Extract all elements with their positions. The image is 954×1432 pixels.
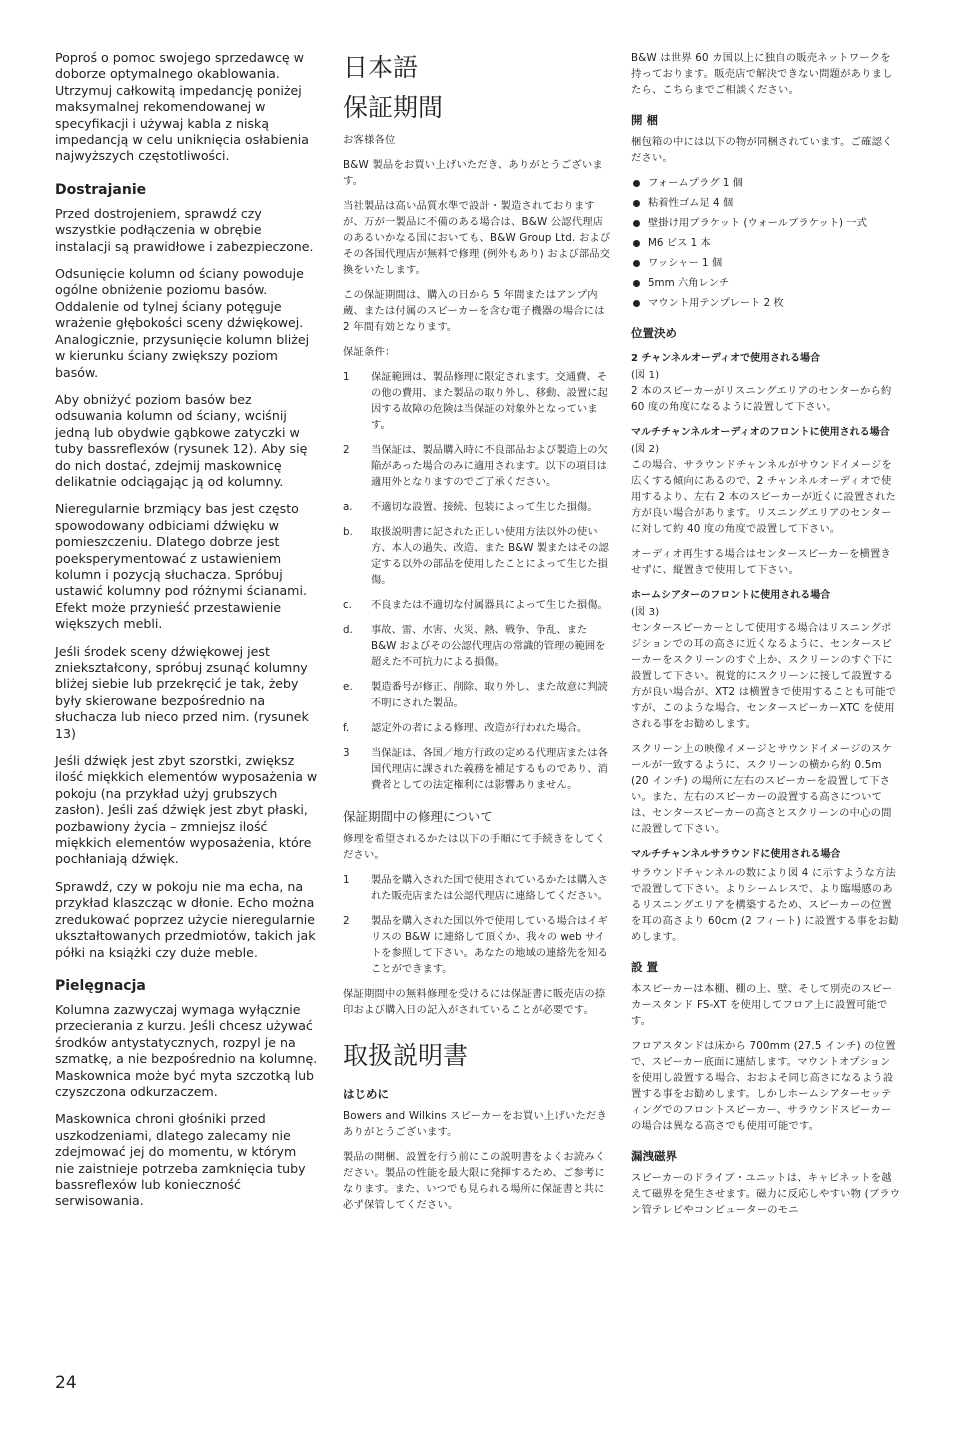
list-number: b. <box>343 526 353 538</box>
bullet-text: 5mm 六角レンチ <box>648 277 730 289</box>
figure-reference: (図 1) <box>631 370 660 381</box>
list-number: 2 <box>343 444 350 456</box>
figure-reference: (図 2) <box>631 444 660 455</box>
bullet-icon <box>633 240 640 247</box>
bullet-icon <box>633 180 640 187</box>
subheading-home-theater-front: ホームシアターのフロントに使用される場合 <box>631 590 831 601</box>
list-number: 3 <box>343 747 350 759</box>
list-text: 製造番号が修正、削除、取り外し、また故意に判読不明にされた製品。 <box>371 681 608 709</box>
paragraph: この場合、サラウンドチャンネルがサウンドイメージを広くする傾向にあるので、2 チャンネルオーディオで使用するより、左右 2 本のスピーカーが近くに設置された方が良い場合があります。リスニングエリアのセンターに対して約 40 度の角度で設置して下さい。 <box>631 459 897 535</box>
paragraph: Przed dostrojeniem, sprawdź czy wszystkie podłączenia w obrębie instalacji są prawidłowe i zabezpieczone. <box>55 205 314 254</box>
figure-reference: (図 3) <box>631 607 660 618</box>
paragraph: スクリーン上の映像イメージとサウンドイメージのスケールが一致するように、スクリーンの横から約 0.5m (20 インチ) の場所に左右のスピーカーを設置して下さい。また、左右のスピーカーの設置する高さについては、センタースピーカーの高さとスクリーンの中心の間に設置して下さい。 <box>631 743 893 835</box>
list-number: d. <box>343 624 353 636</box>
list-text: 製品を購入された国で使用されているかたは購入された販売店または公認代理店に連絡してください。 <box>371 874 608 902</box>
list-text: 保証範囲は、製品修理に限定されます。交通費、その他の費用、また製品の取り外し、移動、設置に起因する故障の危険は当保証の対象外となっています。 <box>371 371 608 431</box>
list-item <box>343 745 611 793</box>
list-number: 1 <box>343 371 350 383</box>
paragraph: オーディオ再生する場合はセンタースピーカーを横置きせずに、縦置きで使用して下さい。 <box>631 548 892 576</box>
list-item <box>343 499 611 515</box>
paragraph: 2 本のスピーカーがリスニングエリアのセンターから約 60 度の角度になるように設置して下さい。 <box>631 385 892 413</box>
repair-steps-list <box>343 872 611 977</box>
page-number: 24 <box>55 1373 77 1393</box>
heading-installation: 設 置 <box>631 960 659 974</box>
paragraph: 保証期間中の無料修理を受けるには保証書に販売店の捺印および購入日の記入がされていることが必要です。 <box>343 988 606 1016</box>
bullet-item <box>631 215 901 231</box>
column-japanese-setup <box>631 50 901 1227</box>
list-number: c. <box>343 599 352 611</box>
bullet-item <box>631 255 901 271</box>
bullet-item <box>631 195 901 211</box>
list-text: 取扱説明書に記された正しい使用方法以外の使い方、本人の過失、改造、また B&W 製またはその認定する以外の部品を使用したことによって生じた損傷。 <box>371 526 609 586</box>
list-text: 事故、雷、水害、火災、熱、戦争、争乱、また B&W およびその公認代理店の常識的管理の範囲を超えた不可抗力による損傷。 <box>371 624 606 668</box>
bullet-text: M6 ビス 1 本 <box>648 237 711 249</box>
bullet-icon <box>633 280 640 287</box>
paragraph: Bowers and Wilkins スピーカーをお買い上げいただきありがとうございます。 <box>343 1110 607 1138</box>
bullet-text: マウント用テンプレート 2 枚 <box>648 297 784 309</box>
list-text: 製品を購入された国以外で使用している場合はイギリスの B&W に連絡して頂くか、我々の web サイトを参照して下さい。あなたの地域の連絡先を知ることができます。 <box>371 915 608 975</box>
paragraph: Maskownica chroni głośniki przed uszkodzeniami, dlatego zalecamy nie zdejmować jej do momentu, w którym nie zaistnieje potrzeba zamknięcia tuby bassreflexów lub konieczność serwisowania. <box>55 1111 306 1209</box>
column-polish <box>55 50 319 1221</box>
heading-language: 日本語 <box>343 53 419 82</box>
paragraph: 梱包箱の中には以下の物が同梱されています。ご確認ください。 <box>631 136 893 164</box>
heading-warranty: 保証期間 <box>343 93 444 122</box>
list-text: 不適切な設置、接続、包装によって生じた損傷。 <box>371 501 598 513</box>
heading-manual: 取扱説明書 <box>343 1041 469 1070</box>
paragraph: この保証期間は、購入の日から 5 年間またはアンプ内蔵、または付属のスピーカーを含む電子機器の場合には 2 年間有効となります。 <box>343 289 605 333</box>
list-text: 不良または不適切な付属器具によって生じた損傷。 <box>371 599 608 611</box>
paragraph: フロアスタンドは床から 700mm (27.5 インチ) の位置で、スピーカー底面に連結します。マウントオプションを使用し設置する場合、おおよそ同じ高さになるよう設置する事をお勧めします。しかしホームシアターセッティングでのフロントスピーカー、サラウンドスピーカーの場合は異なる高さでも使用可能です。 <box>631 1040 896 1132</box>
bullet-text: フォームプラグ 1 個 <box>648 177 743 189</box>
list-text: 当保証は、各国／地方行政の定める代理店または各国代理店に課された義務を補足するものであり、消費者としての法定権利には影響ありません。 <box>371 747 608 791</box>
list-item <box>343 872 611 904</box>
heading-unpacking: 開 梱 <box>631 113 659 127</box>
paragraph: 製品の開梱、設置を行う前にこの説明書をよくお読みください。製品の性能を最大限に発揮するため、ご参考になります。また、いつでも見られる場所に保証書と共に必ず保管してください。 <box>343 1151 606 1211</box>
paragraph-intro: Poproś o pomoc swojego sprzedawcę w doborze optymalnego okablowania. Utrzymuj całkowitą impedancję poniżej maksymalnej rekomendowanej w specyfikacji i używaj kabla z niską impedancją w celu uniknięcia osłabienia najwyższych częstotliwości. <box>55 50 309 164</box>
paragraph: お客様各位 <box>343 134 396 146</box>
warranty-conditions-list <box>343 369 611 793</box>
paragraph: Sprawdź, czy w pokoju nie ma echa, na przykład klaszcząc w dłonie. Echo można zredukować poprzez użycie nieregularnie ukształtowanych przedmiotów, takich jak półki na książki czy duże meble. <box>55 878 316 960</box>
list-number: f. <box>343 722 350 734</box>
list-text: 当保証は、製品購入時に不良部品および製造上の欠陥があった場合のみに適用されます。以下の項目は適用外となりますのでご了承ください。 <box>371 444 608 488</box>
bullet-item <box>631 275 901 291</box>
list-number: a. <box>343 501 353 513</box>
paragraph: B&W 製品をお買い上げいただき、ありがとうございます。 <box>343 159 603 187</box>
list-item <box>343 622 611 670</box>
heading-intro: はじめに <box>343 1087 389 1101</box>
bullet-item <box>631 295 901 311</box>
subheading-2ch: 2 チャンネルオーディオで使用される場合 <box>631 353 821 364</box>
bullet-icon <box>633 300 640 307</box>
bullet-text: ワッシャー 1 個 <box>648 257 723 269</box>
heading-positioning: 位置決め <box>631 326 677 340</box>
heading-magnetic-leakage: 漏洩磁界 <box>631 1149 677 1163</box>
subheading-multichannel-surround: マルチチャンネルサラウンドに使用される場合 <box>631 849 841 860</box>
bullet-text: 粘着性ゴム足 4 個 <box>648 197 734 209</box>
subheading-multichannel-front: マルチチャンネルオーディオのフロントに使用される場合 <box>631 427 890 438</box>
list-item <box>343 720 611 736</box>
paragraph: Aby obniżyć poziom basów bez odsuwania kolumn od ściany, wciśnij jedną lub obydwie gąbkowe zatyczki w tuby bassreflexów (rysunek 12). Aby się do nich dostać, zdejmij maskownicę delikatnie odciągając ją od kolumny. <box>55 391 308 489</box>
heading-dostrajanie: Dostrajanie <box>55 181 147 198</box>
paragraph: 本スピーカーは本棚、棚の上、壁、そして別売のスピーカースタンド FS-XT を使用してフロア上に設置可能です。 <box>631 983 893 1027</box>
list-number: e. <box>343 681 353 693</box>
list-item <box>343 442 611 490</box>
bullet-icon <box>633 200 640 207</box>
bullet-item <box>631 235 901 251</box>
paragraph: Nieregularnie brzmiący bas jest często spowodowany odbiciami dźwięku w pomieszczeniu. Dlatego dobrze jest poeksperymentować z ustawieniem kolumn i pozycją słuchacza. Spróbuj ustawić kolumny pod różnymi ścianami. Efekt może przynieść przestawienie większych mebli. <box>55 501 307 632</box>
column-japanese-warranty <box>343 50 611 1222</box>
paragraph: 当社製品は高い品質水準で設計・製造されておりますが、万が一製品に不備のある場合は、B&W 公認代理店のあるいかなる国においても、B&W Group Ltd. およびその各国代理店が無料で修理 (例外もあり) および部品交換をいたします。 <box>343 200 611 276</box>
paragraph: Kolumna zazwyczaj wymaga wyłącznie przecierania z kurzu. Jeśli chcesz używać środków antystatycznych, rozpyl je na szmatkę, a nie bezpośrednio na kolumnę. Maskownica może być myta szczotką lub czyszczona odkurzaczem. <box>55 1001 318 1099</box>
list-item <box>343 597 611 613</box>
list-item <box>343 524 611 588</box>
paragraph: Odsunięcie kolumn od ściany powoduje ogólne obniżenie poziomu basów. Oddalenie od tylnej ściany potęguje wrażenie głębokości sceny dźwiękowej. Analogicznie, przysunięcie kolumn bliżej w kierunku ściany zwiększy poziom basów. <box>55 266 310 380</box>
paragraph: 修理を希望されるかたは以下の手順にて手続きをしてください。 <box>343 833 606 861</box>
list-number: 1 <box>343 874 350 886</box>
paragraph: Jeśli środek sceny dźwiękowej jest zniekształcony, spróbuj zsunąć kolumny bliżej siebie lub przekręcić je tak, żeby były skierowane bezpośrednio na słuchacza lub nieco przed nim. (rysunek 13) <box>55 643 309 741</box>
list-number: 2 <box>343 915 350 927</box>
list-item <box>343 369 611 433</box>
list-text: 認定外の者による修理、改造が行われた場合。 <box>371 722 588 734</box>
paragraph: サラウンドチャンネルの数により図 4 に示すような方法で設置して下さい。よりシームレスで、より臨場感のあるリスニングエリアを構築するため、スピーカーの位置を耳の高さより 60cm (2 フィート) に設置する事をお勧めします。 <box>631 867 899 943</box>
paragraph: センタースピーカーとして使用する場合はリスニングポジションでの耳の高さに近くなるように、センタースピーカーをスクリーンのすぐ上か、スクリーンのすぐ下に設置して下さい。視覚的にスクリーンに接して設置する方が良い場合が、XT2 は横置きで使用することも可能ですが、このような場合、センタースピーカーXTC を使用される事をお勧めします。 <box>631 622 897 730</box>
paragraph: 保証条件： <box>343 346 396 358</box>
bullet-icon <box>633 260 640 267</box>
bullet-icon <box>633 220 640 227</box>
list-item <box>343 679 611 711</box>
bullet-item <box>631 175 901 191</box>
contents-list <box>631 175 901 311</box>
list-item <box>343 913 611 977</box>
paragraph: スピーカーのドライブ・ユニットは、キャビネットを越えて磁界を発生させます。磁力に反応しやすい物 (ブラウン管テレビやコンピューターのモニ <box>631 1172 901 1216</box>
heading-repair: 保証期間中の修理について <box>343 809 493 824</box>
paragraph: B&W は世界 60 カ国以上に独自の販売ネットワークを持っております。販売店で解決できない問題がありましたら、こちらまでご相談ください。 <box>631 52 893 96</box>
heading-pielegnacja: Pielęgnacja <box>55 977 146 994</box>
bullet-text: 壁掛け用ブラケット (ウォールブラケット) 一式 <box>648 217 867 229</box>
paragraph: Jeśli dźwięk jest zbyt szorstki, zwiększ ilość miękkich elementów wyposażenia w pokoju (na przykład użyj grubszych zasłon). Jeśli zaś dźwięk jest zbyt płaski, pozbawiony życia – zmniejsz ilość miękkich elementów wyposażenia, które pochłaniają dźwięk. <box>55 753 318 867</box>
